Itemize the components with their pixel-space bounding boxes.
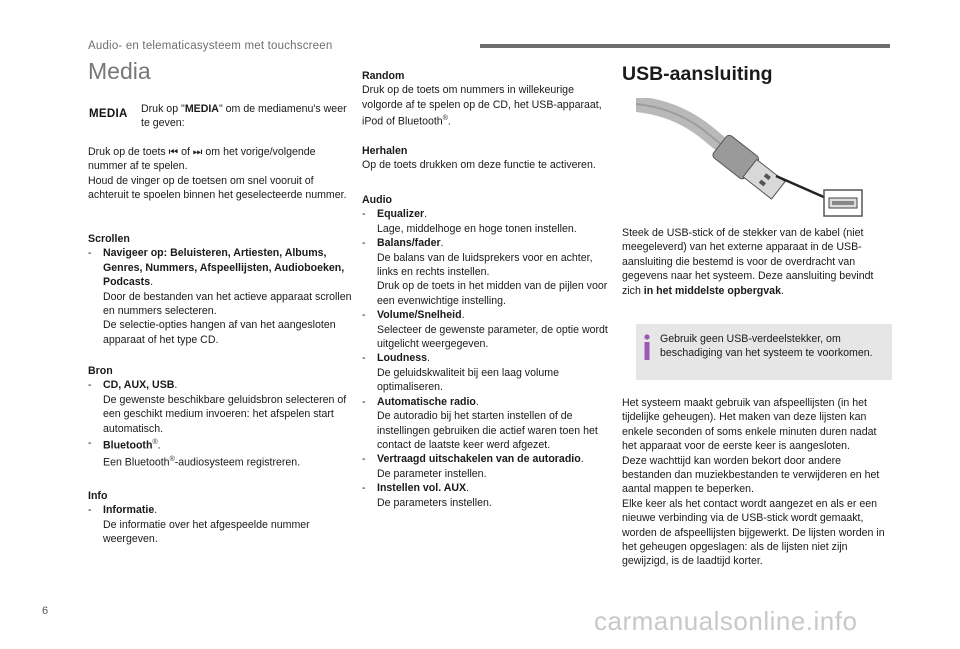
usb-info-notice bbox=[636, 324, 892, 380]
scrollen-section bbox=[88, 232, 353, 347]
list-item: - CD, AUX, USB. De gewenste beschikbare geluidsbron selecteren of een geschikt medium invoeren: het afspelen start automatisch. bbox=[88, 379, 347, 435]
audio-setting-item: - Vertraagd uitschakelen van de autoradio. De parameter instellen. bbox=[362, 453, 584, 480]
audio-setting-item: - Automatische radio. De autoradio bij het starten instellen of de instellingen gebruiken die actief waren toen het contact de laatste keer werd afgezet. bbox=[362, 395, 598, 451]
header-divider-bar bbox=[480, 44, 890, 48]
usb-heading: USB-aansluiting bbox=[622, 63, 773, 85]
bron-section bbox=[88, 364, 353, 470]
usb-playlist-text: Het systeem maakt gebruik van afspeellijsten (in het tijdelijke geheugen). Het maken van deze lijsten kan enkele seconden of soms enkele minuten duren nadat het apparaat voor de eerste keer is aangesloten. Deze wachttijd kan worden bekort door andere bestanden dan muziekbestanden te verwijderen en het aantal mappen te beperken. Elke keer als het contact wordt aangezet en als er een nieuwe verbinding via de USB-stick wordt gemaakt, worden de afspeellijsten bijgewerkt. De lijsten worden in het geheugen opgeslagen: als de lijsten niet zijn gewijzigd, is de laadtijd korter. bbox=[622, 397, 885, 568]
info-icon bbox=[642, 334, 652, 360]
usb-connector-illustration bbox=[636, 98, 866, 222]
audio-setting-item: - Volume/Snelheid. Selecteer de gewenste parameter, de optie wordt uitgelicht weergegeven. bbox=[362, 309, 608, 351]
list-item: - Navigeer op: Beluisteren, Artiesten, Albums, Genres, Nummers, Afspeellijsten, Audioboeken, Podcasts. Door de bestanden van het actieve apparaat scrollen en nummers selecteren. De selectie-opties hangen af van het aangesloten apparaat of het type CD. bbox=[88, 247, 352, 346]
media-heading: Media bbox=[88, 58, 151, 84]
info-section bbox=[88, 489, 353, 547]
random-section: Random Druk op de toets om nummers in willekeurige volgorde af te spelen op de CD, het USB-apparaat, iPod of Bluetooth®. bbox=[362, 69, 614, 129]
media-intro-text: Druk op "MEDIA" om de mediamenu's weer te geven: bbox=[141, 103, 347, 130]
section-header-title: Audio- en telematicasysteem met touchscreen bbox=[88, 40, 333, 52]
herhalen-heading: Herhalen bbox=[362, 145, 408, 157]
audio-section bbox=[362, 193, 614, 510]
audio-setting-item: - Loudness. De geluidskwaliteit bij een laag volume optimaliseren. bbox=[362, 352, 559, 394]
scrollen-heading: Scrollen bbox=[88, 233, 130, 245]
random-heading: Random bbox=[362, 70, 405, 82]
media-button-icon: MEDIA bbox=[89, 108, 128, 120]
usb-info-text: Gebruik geen USB-verdeelstekker, om beschadiging van het systeem te voorkomen. bbox=[660, 333, 873, 360]
audio-heading: Audio bbox=[362, 194, 393, 206]
audio-setting-item: - Equalizer. Lage, middelhoge en hoge tonen instellen. bbox=[362, 208, 577, 235]
page-number: 6 bbox=[42, 605, 49, 617]
track-navigation-text: Druk op de toets ⏮ of ⏭ om het vorige/volgende nummer af te spelen. Houd de vinger op de toetsen om snel vooruit of achteruit te spoelen binnen het geselecteerde nummer. bbox=[88, 146, 347, 202]
info-heading: Info bbox=[88, 490, 108, 502]
watermark-text: carmanualsonline.info bbox=[594, 606, 858, 636]
usb-intro-text: Steek de USB-stick of de stekker van de kabel (niet meegeleverd) van het externe apparaat in de USB-aansluiting die bestemd is voor de overdracht van gegevens naar het systeem. Deze aansluiting bevindt zich in het middelste opbergvak. bbox=[622, 227, 874, 297]
herhalen-section: Herhalen Op de toets drukken om deze functie te activeren. bbox=[362, 144, 614, 173]
audio-settings-list bbox=[362, 207, 614, 510]
list-item: - Informatie. De informatie over het afgespeelde nummer weergeven. bbox=[88, 504, 310, 546]
list-item: - Bluetooth®. Een Bluetooth®-audiosysteem registreren. bbox=[88, 437, 301, 469]
audio-setting-item: - Instellen vol. AUX. De parameters instellen. bbox=[362, 482, 492, 509]
bron-heading: Bron bbox=[88, 365, 113, 377]
audio-setting-item: - Balans/fader. De balans van de luidsprekers voor en achter, links en rechts instellen. Druk op de toets in het midden van de pijlen voor een evenwichtige instelling. bbox=[362, 237, 608, 307]
